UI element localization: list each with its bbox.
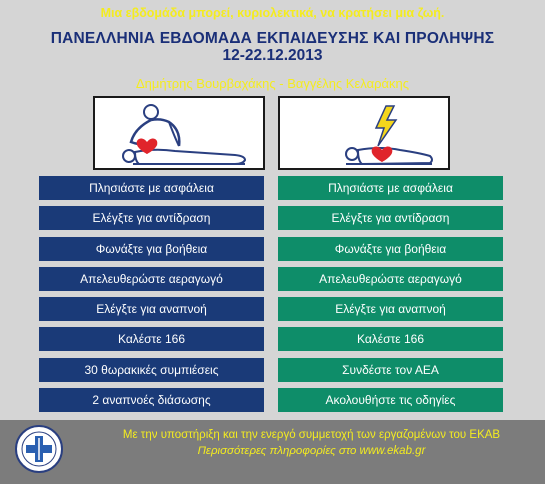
list-item: Ακολουθήστε τις οδηγίες <box>278 388 503 412</box>
bls-steps-list <box>39 176 264 418</box>
list-item: Φωνάξτε για βοήθεια <box>278 237 503 261</box>
list-item: 30 θωρακικές συμπιέσεις <box>39 358 264 382</box>
footer-support-text: Με την υποστήριξη και την ενεργό συμμετοχή των εργαζομένων του ΕΚΑΒ <box>122 429 501 441</box>
aed-icon-box <box>278 96 450 170</box>
list-item: Ελέγξτε για αναπνοή <box>39 297 264 321</box>
list-item: 2 αναπνοές διάσωσης <box>39 388 264 412</box>
defibrillator-lightning-icon <box>280 98 448 168</box>
list-item: Απελευθερώστε αεραγωγό <box>278 267 503 291</box>
page-title: ΠΑΝΕΛΛΗΝΙΑ ΕΒΔΟΜΑΔΑ ΕΚΠΑΙΔΕΥΣΗΣ ΚΑΙ ΠΡΟΛΗΨΗΣ <box>50 30 495 47</box>
list-item: Ελέγξτε για αντίδραση <box>39 206 264 230</box>
ekab-logo-icon <box>14 424 64 474</box>
authors: Δημήτρης Βουρβαχάκης - Βαγγέλης Κελαράκης <box>136 76 409 91</box>
footer <box>0 420 545 484</box>
list-item: Ελέγξτε για αντίδραση <box>278 206 503 230</box>
tagline: Μια εβδομάδα μπορεί, κυριολεκτικά, να κρατήσει μια ζωή. <box>100 6 445 20</box>
event-dates: 12-22.12.2013 <box>222 47 323 64</box>
list-item: Φωνάξτε για βοήθεια <box>39 237 264 261</box>
list-item: Συνδέστε τον ΑΕΑ <box>278 358 503 382</box>
cpr-hands-on-chest-icon <box>95 98 263 168</box>
list-item: Καλέστε 166 <box>39 327 264 351</box>
list-item: Καλέστε 166 <box>278 327 503 351</box>
list-item: Ελέγξτε για αναπνοή <box>278 297 503 321</box>
list-item: Πλησιάστε με ασφάλεια <box>39 176 264 200</box>
footer-info-link[interactable]: Περισσότερες πληροφορίες στο www.ekab.gr <box>197 445 426 457</box>
aed-steps-list <box>278 176 503 418</box>
list-item: Απελευθερώστε αεραγωγό <box>39 267 264 291</box>
list-item: Πλησιάστε με ασφάλεια <box>278 176 503 200</box>
cpr-icon-box <box>93 96 265 170</box>
